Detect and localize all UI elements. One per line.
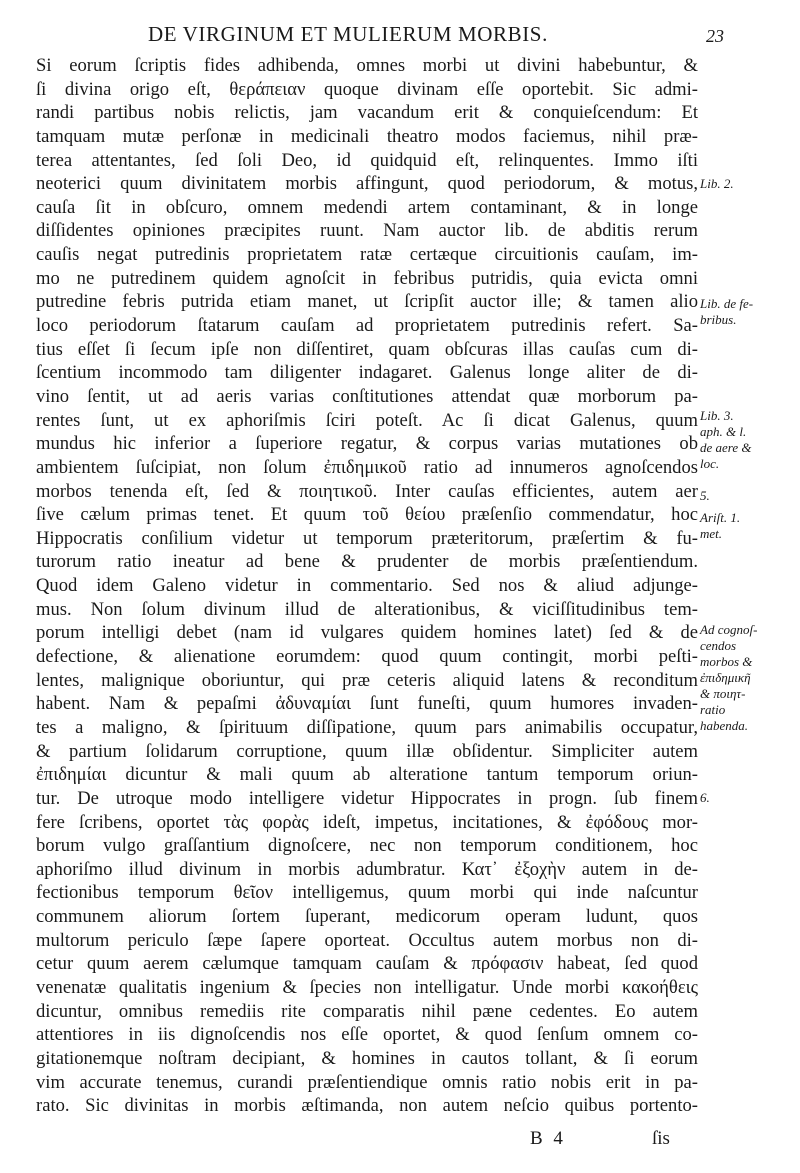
margin-note-line: met. <box>700 526 723 541</box>
text-line: Si eorum ſcriptis fides adhibenda, omnes morbi ut divini habebuntur, & <box>36 55 698 76</box>
margin-note <box>700 176 734 192</box>
text-line: rato. Sic divinitas in morbis æſtimanda, non autem neſcio quibus portento- <box>36 1095 698 1117</box>
margin-note-line: & ποιητ- <box>700 686 746 701</box>
text-line: tamquam mutæ perſonæ in medicinali theatro modos faciemus, nihil præ- <box>36 125 698 147</box>
text-line: neoterici quum divinitatem morbis affingunt, quod periodorum, & motus, <box>36 173 698 195</box>
text-line: ἐπιδημίαι dicuntur & mali quum ab alteratione tantum temporum oriun- <box>36 764 698 786</box>
text-line: morbos tenenda eſt, ſed & ποιητικοῦ. Inter cauſas efficientes, autem aer <box>36 480 698 502</box>
margin-note <box>700 296 753 328</box>
margin-note <box>700 488 710 504</box>
text-line: cauſis negat putredinis proprietatem ratæ certæque circuitionis cauſam, im- <box>36 244 698 266</box>
margin-note <box>700 790 710 806</box>
text-line: aphoriſmo illud divinum in morbis adumbratur. Κατ᾽ ἐξοχὴν autem in de- <box>36 858 698 880</box>
text-line: cetur quum aerem cælumque tamquam cauſam & πρόφασιν habeat, ſed quod <box>36 953 698 975</box>
text-line: tes a maligno, & ſpirituum diſſipatione, quum pars animabilis occupatur, <box>36 716 698 738</box>
text-line: putredine febris putrida etiam manet, ut ſcripſit auctor ille; & tamen alio <box>36 291 698 313</box>
catchword: ſis <box>652 1128 670 1149</box>
margin-notes <box>700 0 800 1173</box>
signature-line <box>0 1128 800 1158</box>
text-line: borum vulgo graſſantium dignoſcere, nec non temporum conditionem, hoc <box>36 835 698 857</box>
margin-note-line: habenda. <box>700 718 749 733</box>
text-line: mo ne putredinem quidem agnoſcit in febribus putridis, quia evicta omni <box>36 267 698 289</box>
text-line: randi partibus nobis relictis, jam vacandum erit & conquieſcendum: Et <box>36 102 698 124</box>
margin-note-line: Ariſt. 1. <box>700 510 741 525</box>
text-line: tius eſſet ſi ſecum ipſe non diſſentiret, quam obſcuras illas cauſas cum di- <box>36 338 698 360</box>
text-line: fectionibus temporum θεῖον intelligemus, quum morbi qui inde naſcuntur <box>36 882 698 904</box>
margin-note-line: ἐπιδημικῆ <box>700 670 751 685</box>
text-line: multorum periculo ſæpe ſapere oporteat. Occultus autem morbus non di- <box>36 929 698 951</box>
text-line: loco periodorum ſtatarum cauſam ad proprietatem putredinis refert. Sa- <box>36 315 698 337</box>
text-line: rentes ſunt, ut ex aphoriſmis ſciri poteſt. Ac ſi dicat Galenus, quum <box>36 409 698 431</box>
text-line: vim accurate tenemus, curandi præſentiendique omnis ratio nobis erit in pa- <box>36 1071 698 1093</box>
margin-note-line: loc. <box>700 456 720 471</box>
text-line: communem aliorum ſortem ſuperant, medicorum operam ludunt, quos <box>36 906 698 928</box>
margin-note-line: Ad cognoſ- <box>700 622 758 637</box>
margin-note-line: Lib. de fe- <box>700 296 754 311</box>
text-line: ſive cælum primas tenet. Et quum τοῦ θείου præſenſio commendatur, hoc <box>36 504 698 526</box>
text-line: cauſa ſit in obſcuro, omnem medendi artem contaminant, & in longe <box>36 196 698 218</box>
text-line: mus. Non ſolum divinum illud de alterationibus, & viciſſitudinibus tem- <box>36 598 698 620</box>
text-line: ambientem ſuſcipiat, non ſolum ἐπιδημικοῦ ratio ad innumeros agnoſcendos <box>36 456 698 478</box>
text-line: turorum ratio ineatur ad bene & prudenter de morbis præſentiendum. <box>36 551 698 573</box>
text-line: venenatæ qualitatis ingenium & ſpecies non intelligatur. Unde morbi κακοήθεις <box>36 976 698 998</box>
text-line: fere ſcribens, oportet τὰς φορὰς ideſt, impetus, incitationes, & ἐφόδους mor- <box>36 811 698 833</box>
margin-note-line: Lib. 2. <box>700 176 734 191</box>
text-line: vino ſentit, ut ad aeris varias conſtitutiones attendat quæ morborum pa- <box>36 385 698 407</box>
text-line: lentes, malignique oboriuntur, qui præ ceteris aliquid latens & reconditum <box>36 669 698 691</box>
margin-note-line: de aere & <box>700 440 752 455</box>
text-body <box>36 54 698 1118</box>
text-line: dicuntur, omnibus remediis rite comparatis nihil pæne cedentes. Eo autem <box>36 1000 698 1022</box>
text-line: tur. De utroque modo intelligere videtur Hippocrates in progn. ſub finem <box>36 787 698 809</box>
margin-note-line: aph. & l. <box>700 424 747 439</box>
text-line: ſi divina origo eſt, θεράπειαν quoque divinam eſſe oportebit. Sic admi- <box>36 78 698 100</box>
margin-note-line: 5. <box>700 488 710 503</box>
margin-note-line: 6. <box>700 790 710 805</box>
running-title: DE VIRGINUM ET MULIERUM MORBIS. <box>148 22 548 46</box>
margin-note <box>700 622 757 734</box>
page-number: 23 <box>706 26 724 46</box>
text-line: mundus hic inferior a ſuperiore regatur, & corpus varias mutationes ob <box>36 433 698 455</box>
margin-note <box>700 510 740 542</box>
margin-note-line: cendos <box>700 638 737 653</box>
margin-note-line: ratio <box>700 702 726 717</box>
text-line: Hippocratis conſilium videtur ut temporum præteritorum, præſertim & fu- <box>36 527 698 549</box>
margin-note-line: morbos & <box>700 654 753 669</box>
text-line: habent. Nam & pepaſmi ἀδυναμίαι ſunt funeſti, quum humores invaden- <box>36 693 698 715</box>
text-line: gitationemque noſtram decipiant, & homines in cautos tollant, & ſi eorum <box>36 1047 698 1069</box>
text-line: diſſidentes opiniones præcipites ruunt. Nam auctor lib. de abditis rerum <box>36 220 698 242</box>
signature-mark: B 4 <box>530 1128 566 1149</box>
running-head <box>0 18 800 52</box>
text-line: ſcentium incommodo tam diligenter indagaret. Galenus longe aliter de di- <box>36 362 698 384</box>
margin-note-line: bribus. <box>700 312 737 327</box>
margin-note-line: Lib. 3. <box>700 408 734 423</box>
text-line: porum intelligi debet (nam id vulgares quidem homines latet) ſed & de <box>36 622 698 644</box>
text-line: defectione, & alienatione eorumdem: quod quum contingit, morbi peſti- <box>36 646 698 668</box>
text-line: attentiores in iis dignoſcendis nos eſſe oportet, & quod ſenſum omnem co- <box>36 1024 698 1046</box>
text-line: Quod idem Galeno videtur in commentario. Sed nos & aliud adjunge- <box>36 575 698 597</box>
margin-note <box>700 408 752 472</box>
text-line: & partium ſolidarum corruptione, quum illæ obſidentur. Simpliciter autem <box>36 740 698 762</box>
text-line: terea attentantes, ſed ſoli Deo, id quidquid eſt, relinquentes. Immo iſti <box>36 149 698 171</box>
